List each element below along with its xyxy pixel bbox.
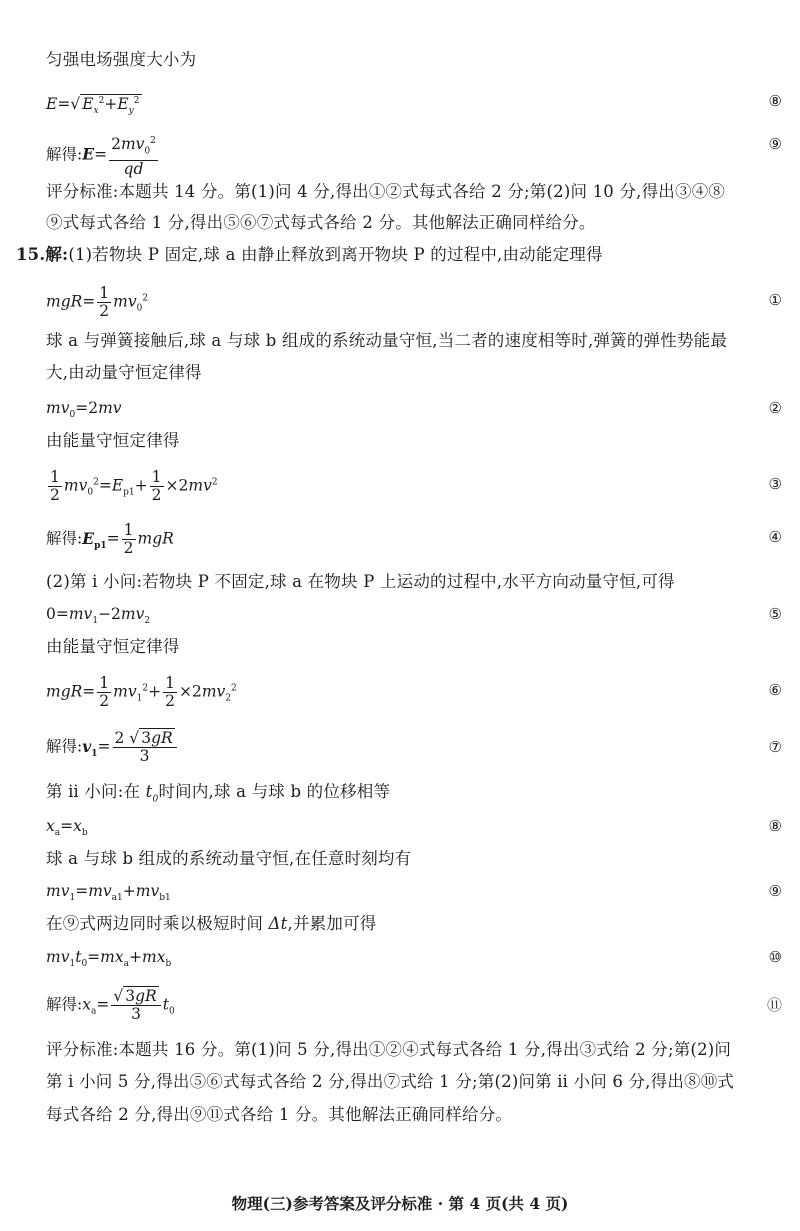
equation-number: ④: [768, 528, 782, 546]
text-line: 球 a 与球 b 组成的系统动量守恒,在任意时刻均有: [46, 849, 412, 868]
equation-3: $\frac{1}{2}$ $mv_0^2=E_{p1}+$ $\frac{1}{2}$ $\times 2mv^2$: [50, 468, 218, 504]
equation-11: 解得$:x_a=$ $\frac{√ 3gR}{3}$ $t_0$: [46, 987, 175, 1023]
text-segment: 在⑨式两边同时乘以极短时间: [46, 914, 269, 933]
symbol-delta-t: Δt: [268, 914, 288, 933]
solve-label: 解得:: [46, 529, 83, 548]
equation-number: ⑤: [768, 605, 782, 623]
equation-number: ⑦: [768, 738, 782, 756]
solve-label: 解得:: [46, 995, 83, 1014]
text-line: 匀强电场强度大小为: [46, 50, 197, 69]
solve-label: 解得:: [46, 145, 83, 164]
text-segment: 第 ⅱ 小问:在: [46, 782, 146, 801]
solve-heading: 解:: [45, 245, 69, 264]
text-segment: 时间内,球 a 与球 b 的位移相等: [158, 782, 391, 801]
equation-4: 解得$:E_{p1}=$ $\frac{1}{2}$ mgR: [46, 521, 174, 557]
text-line: 由能量守恒定律得: [46, 637, 180, 656]
text-line: 由能量守恒定律得: [46, 431, 180, 450]
equation-1: mgR= $\frac{1}{2}$ $mv_0^2$: [46, 284, 149, 320]
text-segment: ,并累加可得: [287, 914, 377, 933]
question-number: 15.: [16, 245, 46, 264]
question-intro: (1)若物块 P 固定,球 a 由静止释放到离开物块 P 的过程中,由动能定理得: [68, 245, 603, 264]
equation-10: $mv_1t_0=mx_a+mx_b$: [46, 948, 172, 970]
equation-9: $mv_1=mv_{a1}+mv_{b1}$: [46, 882, 171, 904]
equation-8: $x_a=x_b$: [46, 817, 88, 839]
symbol-t0: $t_0$: [145, 782, 159, 805]
equation-5: $0=mv_1-2mv_2$: [46, 605, 151, 627]
equation-number: ③: [768, 475, 782, 493]
equation-2: $mv_0=2mv$: [46, 399, 122, 421]
text-line: [0, 781, 800, 810]
question-15-heading: [0, 244, 800, 266]
page-footer: 物理(三)参考答案及评分标准 · 第 4 页(共 4 页): [231, 1194, 569, 1213]
scoring-line: 每式各给 2 分,得出⑨⑪式各给 1 分。其他解法正确同样给分。: [46, 1105, 513, 1124]
scoring-line: 第 ⅰ 小问 5 分,得出⑤⑥式每式各给 2 分,得出⑦式给 1 分;第(2)问第 ⅱ 小问 6 分,得出⑧⑩式: [46, 1072, 735, 1091]
equation-number: ②: [768, 399, 782, 417]
equation-6: mgR= $\frac{1}{2}$ $mv_1^2+$ $\frac{1}{2}$ $\times 2mv_2^2$: [46, 674, 237, 710]
equation-field-magnitude: E=√ $E_x^2+E_y^2$: [46, 95, 140, 117]
scoring-line: ⑨式每式各给 1 分,得出⑤⑥⑦式每式各给 2 分。其他解法正确同样给分。: [46, 213, 596, 232]
text-line: 球 a 与弹簧接触后,球 a 与球 b 组成的系统动量守恒,当二者的速度相等时,弹簧的弹性势能最: [46, 331, 728, 350]
scoring-line: 评分标准:本题共 16 分。第(1)问 5 分,得出①②④式每式各给 1 分,得出③式给 2 分;第(2)问: [46, 1040, 732, 1059]
scoring-line: 评分标准:本题共 14 分。第(1)问 4 分,得出①②式每式各给 2 分;第(2)问 10 分,得出③④⑧: [46, 182, 726, 201]
equation-number: ⑧: [768, 817, 782, 835]
equation-number: ⑨: [768, 135, 782, 153]
equation-number: ⑪: [766, 996, 782, 1014]
equation-field-result: 解得:E= $\frac{2mv_0^2}{qd}$: [46, 133, 160, 178]
equation-7: 解得$:v_1=$ $\frac{2 √ 3gR}{3}$: [46, 730, 179, 765]
equation-number: ⑧: [768, 92, 782, 110]
equation-number: ⑩: [768, 948, 782, 966]
equation-number: ⑨: [768, 882, 782, 900]
solve-label: 解得:: [46, 737, 83, 756]
text-line: (2)第 ⅰ 小问:若物块 P 不固定,球 a 在物块 P 上运动的过程中,水平方向动量守恒,可得: [46, 572, 675, 591]
text-line: [0, 913, 800, 935]
text-line: 大,由动量守恒定律得: [46, 363, 202, 382]
equation-number: ⑥: [768, 681, 782, 699]
equation-number: ①: [768, 291, 782, 309]
